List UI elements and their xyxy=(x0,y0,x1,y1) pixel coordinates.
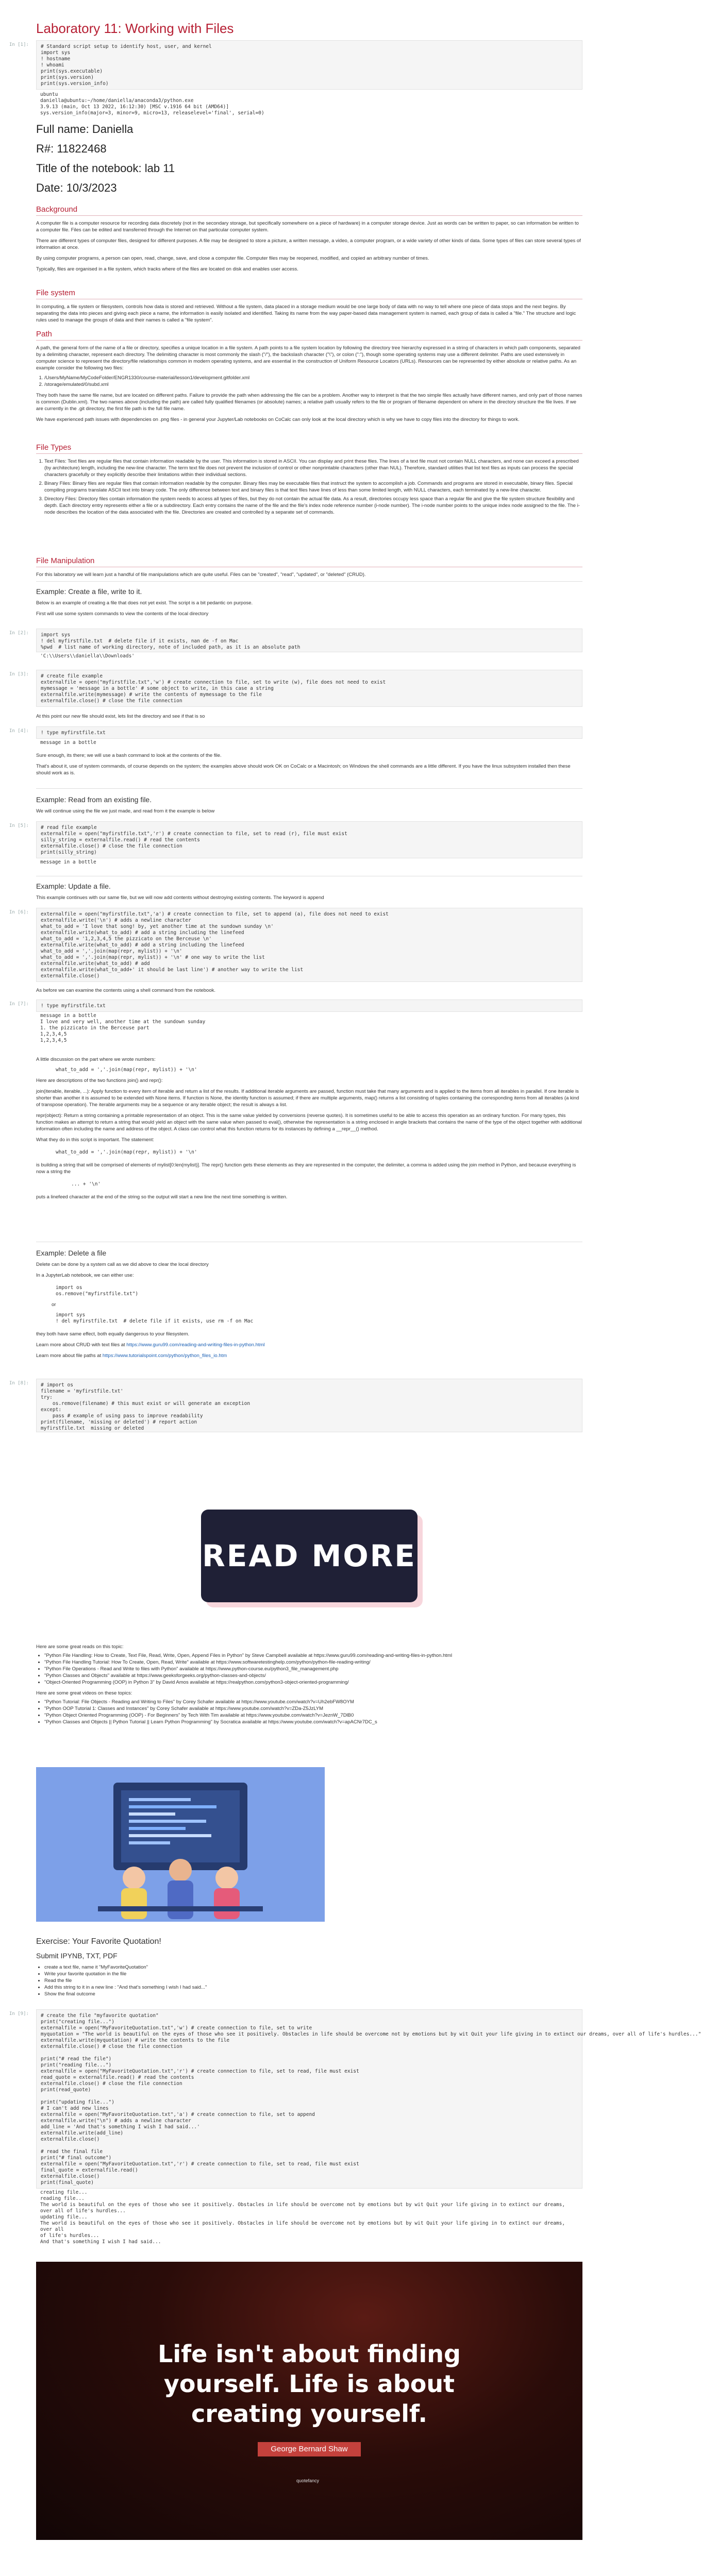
delete-p3: they both have same effect, both equally dangerous to your filesystem. xyxy=(36,1331,190,1337)
list-item[interactable]: • "Python File Operations - Read and Write to files with Python" available at https://www.python-course.eu/python3_file_management.php xyxy=(44,1666,582,1672)
quote-text xyxy=(36,2339,582,2429)
coding-illustration xyxy=(36,1767,325,1922)
cell-prompt: In [2]: xyxy=(9,631,29,636)
create-code1[interactable]: import sys ! del myfirstfile.txt # delete file if it exists, nan de -f on Mac %pwd # list name of working directory, note of included path, as it is an absolute path xyxy=(36,629,582,652)
delete-snippet1: import os os.remove("myfirstfile.txt") xyxy=(56,1285,139,1297)
cell-prompt: In [4]: xyxy=(9,728,29,734)
create-code2[interactable]: # create file example externalfile = open("myfirstfile.txt",'w') # create connection to file, set to write (w), file does not need to exist mymessage = 'message in a bottle' # some object to write, in this case a string externalfile.write(mymessage) # write the contents of mymessage to the file externalfile.close() # close the file connection xyxy=(36,670,582,707)
filesystem-p1: In computing, a file system or filesystem, controls how data is stored and retrieved. Without a file system, data placed in a storage medium would be one large body of data with no way to tell where one piece of data stops and the next begins. By separating the data into pieces and giving each piece a name, the information is easily isolated and identified. Taking its name from the way paper-based data management system is named, each group of data is called a "file." The structure and logic rules used to manage the groups of data and their names is called a "file system". xyxy=(36,304,576,323)
cell-prompt: In [9]: xyxy=(9,2011,29,2016)
filetypes-section xyxy=(36,443,582,516)
cell-prompt: In [3]: xyxy=(9,672,29,677)
update-p6: repr(object): Return a string containing a printable representation of an object. This is the same value yielded by conversions (reverse quotes). It is sometimes useful to be able to access this operation as an ordinary function. For many types, this function makes an attempt to return a string that would yield an object with the same value when passed to eval(), otherwise the representation is a string enclosed in angle brackets that contains the name of the type of the object together with additional information often including the name and address of the object. A class can control what this function returns for its instances by defining a __repr__() method. xyxy=(36,1113,582,1132)
delete-p1: Delete can be done by a system call as we did above to clear the local directory xyxy=(36,1262,209,1267)
background-p4: Typically, files are organised in a file system, which tracks where of the files are located on disk and enables user access. xyxy=(36,266,298,272)
list-item: 1. /Users/MyName/MyCodeFolder/ENGR1330/course-material/lesson1/development.gitfolder.xml xyxy=(44,375,582,381)
setup-output-text: ubuntu daniella@ubuntu:~/home/daniella/anaconda3/python.exe 3.9.13 (main, Oct 13 2022, 16:12:30) [MSC v.1916 64 bit (AMD64)] sys.version_info(major=3, minor=9, micro=13, releaselevel='final', serial=0) xyxy=(40,92,264,116)
reads-list xyxy=(36,1652,582,1686)
background-heading: Background xyxy=(36,205,582,216)
update-code1[interactable]: externalfile = open("myfirstfile.txt",'a') # create connection to file, set to append (a), file does not need to exist externalfile.write('\n') # adds a newline character what_to_add = 'I love that song! by, yet another time at the sundown sunday \n' externalfile.write(what_to_add) # add a string including the linefeed what_to_add = '1,2,3,4,5 the pizzicato on the Berceuse \n' externalfile.write(what_to_add) # add a string including the linefeed what_to_add = ','.join(map(repr, mylist)) + '\n' what_to_add = ','.join(map(repr, mylist)) + '\n' # one way to write the list externalfile.write(what_to_add) # add externalfile.write(what_to_add+' it should be last line') # another way to write the list externalfile.close() xyxy=(36,908,582,982)
info-block xyxy=(36,123,582,195)
full-name: Full name: Daniella xyxy=(36,123,133,135)
read-more-label: READ MORE xyxy=(202,1538,416,1573)
create-heading: Example: Create a file, write to it. xyxy=(36,587,142,596)
read-heading: Example: Read from an existing file. xyxy=(36,795,152,804)
reads-intro: Here are some great reads on this topic: xyxy=(36,1644,124,1650)
list-item: 1. Text Files: Text files are regular files that contain information readable by the user. This information is stored in ASCII. You can display and print these files. The lines of a text file must not contain NULL characters, and none can exceed a prescribed (by architecture) length, including the new-line character. The term text file does not prevent the inclusion of control or other nonprintable characters (other than NUL). Therefore, standard utilities that list text files as inputs can process the special characters gracefully or they explicitly describe their limitations within their individual sections. xyxy=(44,458,582,478)
update-p5: join(iterable, iterable, ...): Apply function to every item of iterable and return a list of the results. If additional iterable arguments are passed, function must take that many arguments and is applied to the items from all iterables in parallel. If one iterable is shorter than another it is assumed to be extended with None items. If function is None, the identity function is assumed; if there are multiple arguments, map() returns a list consisting of tuples containing the corresponding items from all iterables (a kind of transpose operation). The iterable arguments may be a sequence or any iterable object; the result is always a list. xyxy=(36,1089,579,1108)
videos-list xyxy=(36,1699,582,1725)
quote-brand: quotefancy xyxy=(296,2478,320,2483)
update-snippet1: what_to_add = ','.join(map(repr, mylist)) + '\n' xyxy=(56,1067,197,1073)
create-code2-cell[interactable] xyxy=(9,670,582,707)
delete-section xyxy=(36,1249,582,1359)
path-p1: A path, the general form of the name of a file or directory, specifies a unique location in a file system. A path points to a file system location by following the directory tree hierarchy expressed in a string of characters in which path components, separated by a delimiting character, represent each directory. The delimiting character is most commonly the slash ("/"), the backslash character ("\"), or colon (":"), though some operating systems may use a different delimiter. Paths are used extensively in computer science to represent the directory/file relationships common in modern operating systems, and are essential in the construction of Uniform Resource Locators (URLs). Resources can be represented by either absolute or relative paths. As an example consider the following two files: xyxy=(36,345,580,371)
create-code3-cell[interactable] xyxy=(9,726,582,747)
exercise-code1-cell[interactable] xyxy=(9,2009,701,2246)
cell-prompt: In [1]: xyxy=(9,42,29,47)
setup-code[interactable]: # Standard script setup to identify host, user, and kernel import sys ! hostname ! whoami print(sys.executable) print(sys.version) print(sys.version_info) xyxy=(36,40,582,90)
exercise-subheading: Submit IPYNB, TXT, PDF xyxy=(36,1952,118,1960)
delete-heading: Example: Delete a file xyxy=(36,1249,107,1257)
exercise-out1: creating file... reading file... The world is beautiful on the eyes of those who see it positively. Obstacles in life should be overcome not by emotions but by wit Quit your life giving in to extinct our dreams, over all of life's hurdles... updating file... The world is beautiful on the eyes of those who see it positively. Obstacles in life should be overcome not by emotions but by wit Quit your life giving in to extinct our dreams, over all of life's hurdles... And that's something I wish I had said... xyxy=(40,2190,565,2245)
list-item: • create a text file, name it "MyFavoriteQuotation" xyxy=(44,1964,582,1971)
read-code1-cell[interactable] xyxy=(9,821,582,867)
update-p8: is building a string that will be comprised of elements of mylist[0:len(mylist)]. The repr() function gets these elements as they are represented in the computer, the delimiter, a comma is added using the join method in Python, and because everything is now a string the xyxy=(36,1162,576,1175)
delete-p5-prefix: Learn more about file paths at xyxy=(36,1353,103,1359)
crud-link[interactable]: https://www.guru99.com/reading-and-writing-files-in-python.html xyxy=(126,1342,265,1348)
create-out3: message in a bottle xyxy=(40,740,96,745)
page-title: Laboratory 11: Working with Files xyxy=(36,21,234,36)
setup-output xyxy=(36,91,582,117)
list-item[interactable]: • "Python Tutorial: File Objects - Reading and Writing to Files" by Corey Schafer available at https://www.youtube.com/watch?v=Uh2ebFW8OYM xyxy=(44,1699,582,1705)
update-heading: Example: Update a file. xyxy=(36,882,111,890)
cell-prompt: In [5]: xyxy=(9,823,29,828)
update-p3: A little discussion on the part where we wrote numbers: xyxy=(36,1057,156,1062)
update-snippet3: ... + '\n' xyxy=(71,1181,101,1187)
divider xyxy=(36,581,582,582)
filesystem-section xyxy=(36,289,582,324)
update-section xyxy=(36,882,582,901)
read-p1: We will continue using the file we just made, and read from it the example is below xyxy=(36,808,215,814)
notebook-title: Title of the notebook: lab 11 xyxy=(36,162,175,175)
create-p3: At this point our new file should exist, lets list the directory and see if that is so xyxy=(36,714,205,719)
filepaths-link[interactable]: https://www.tutorialspoint.com/python/python_files_io.htm xyxy=(102,1353,227,1359)
update-code1-cell[interactable] xyxy=(9,908,582,982)
update-p9: puts a linefeed character at the end of the string so the output will start a new line the next time something is written. xyxy=(36,1194,288,1200)
update-p4: Here are descriptions of the two functions join() and repr(): xyxy=(36,1078,163,1083)
list-item[interactable]: • "Python Classes and Objects || Python Tutorial || Learn Python Programming" by Socratica available at https://www.youtube.com/watch?v=apACNr7DC_s xyxy=(44,1719,582,1725)
manipulation-p1: For this laboratory we will learn just a handful of file manipulations which are quite useful. Files can be "created", "read", "updated", or "deleted" (CRUD). xyxy=(36,572,366,578)
path-p2: They both have the same file name, but are located on different paths. Failure to provide the path when addressing the file can be a problem. Another way to interpret is that the two simple files actually have different names, and only part of those names is common (Dublin.xml). The two names above (including the path) are called fully qualified filenames (or absolute) names; a relative path usually refers to the file or program of filename dependent on where in the directory structure the file lives. If we are currently in the .git directory, the first file path is the full file name. xyxy=(36,393,582,412)
cell-prompt: In [7]: xyxy=(9,1002,29,1007)
delete-p4 xyxy=(36,1342,582,1348)
list-item[interactable]: • "Python Classes and Objects" available at https://www.geeksforgeeks.org/python-classes-and-objects/ xyxy=(44,1672,582,1679)
create-code3[interactable]: ! type myfirstfile.txt xyxy=(36,726,582,739)
update-snippet2: what_to_add = ','.join(map(repr, mylist)) + '\n' xyxy=(56,1149,197,1155)
background-p2: There are different types of computer files, designed for different purposes. A file may be designed to store a picture, a written message, a video, a computer program, or a wide variety of other kinds of data. Some types of files can store several types of information at once. xyxy=(36,238,581,250)
list-item[interactable]: • "Python File Handling Tutorial: How To Create, Open, Read, Write" available at https://www.softwaretestinghelp.com/python/python-file-reading-writing/ xyxy=(44,1659,582,1666)
delete-p2: In a JupyterLab notebook, we can either use: xyxy=(36,1273,134,1278)
quote-image xyxy=(36,2262,582,2540)
exercise-code1[interactable]: # create the file "myfavorite quotation" print("creating file...") externalfile = open("MyFavoriteQuotation.txt",'w') # create connection to file, set to write myquotation = "The world is beautiful on the eyes of those who see it positively. Obstacles in life should be overcome not by emotions but by wit Quit your life giving in to extinct our dreams, over all of life's hurdles..." externalfile.write(myquotation) # write the contents to the file externalfile.close() # close the file connection print("# read the file") print("reading file...") externalfile = open("MyFavoriteQuotation.txt",'r') # create connection to file, set to read, file must exist read_quote = externalfile.read() # read the contents externalfile.close() # close the file connection print(read_quote) print("updating file...") # I can't add new lines externalfile = open("MyFavoriteQuotation.txt",'a') # create connection to file, set to append externalfile.write("\n") # adds a newline character add_line = 'And that's something I wish I had said...' externalfile.write(add_line) externalfile.close() # read the final file print("# final outcome") externalfile = open("MyFavoriteQuotation.txt",'r') # create connection to file, set to read, file must exist final_quote = externalfile.read() externalfile.close() print(final_quote) xyxy=(36,2009,582,2189)
list-item[interactable]: • "Object-Oriented Programming (OOP) in Python 3" by David Amos available at https://realpython.com/python3-object-oriented-programming/ xyxy=(44,1679,582,1686)
create-text3 xyxy=(36,752,582,776)
update-discussion xyxy=(36,1056,582,1200)
list-item: • Add this string to it in a new line : "And that's something I wish I had said..." xyxy=(44,1984,582,1991)
create-p5: That's about it, use of system commands, of course depends on the system; the examples above should work OK on CoCalc or a Macintosh; on Windows the shell commands are a little different. If you have the linux subsystem installed then these should work as is. xyxy=(36,764,571,776)
delete-p4-prefix: Learn more about CRUD with text files at xyxy=(36,1342,127,1348)
exercise-section xyxy=(36,1937,582,1997)
quote-line-3: creating yourself. xyxy=(191,2400,427,2428)
create-code1-cell[interactable] xyxy=(9,629,582,660)
read-code1[interactable]: # read file example externalfile = open("myfirstfile.txt",'r') # create connection to file, set to read (r), file must exist silly_string = externalfile.read() # read the contents externalfile.close() # close the file connection print(silly_string) xyxy=(36,821,582,858)
background-section xyxy=(36,205,582,273)
list-item: 3. Directory Files: Directory files contain information the system needs to access all types of files, but they do not contain the actual file data. As a result, directories occupy less space than a regular file and give the file system structure flexibility and depth. Each directory entry represents either a file or a subdirectory. Each entry contains the name of the file and the file's index node reference number (i-node number). The i-node number points to the unique index node assigned to the file. The i-node describes the location of the data associated with the file. Directories are created and controlled by a separate set of commands. xyxy=(44,496,582,516)
create-p2: First will use some system commands to view the contents of the local directory xyxy=(36,611,209,617)
quote-author: George Bernard Shaw xyxy=(258,2442,361,2456)
path-examples xyxy=(36,375,582,388)
update-p1: This example continues with our same file, but we will now add contents without destroying existing contents. The keyword is append xyxy=(36,895,324,901)
title-cell xyxy=(36,21,582,37)
create-section xyxy=(36,587,582,617)
read-section xyxy=(36,795,582,815)
resources-section xyxy=(36,1643,582,1725)
read-out1: message in a bottle xyxy=(40,859,96,865)
filesystem-heading: File system xyxy=(36,289,582,299)
background-p3: By using computer programs, a person can open, read, change, save, and close a computer file. Computer files may be reopened, modified, and copied an arbitrary number of times. xyxy=(36,256,429,261)
list-item: 2. /storage/emulated/0/subd.xml xyxy=(44,381,582,388)
quote-line-2: yourself. Life is about xyxy=(163,2370,455,2398)
update-p7: What they do in this script is important. The statement: xyxy=(36,1137,154,1143)
create-text2 xyxy=(36,713,582,720)
path-p3: We have experienced path issues with dependencies on .png files - in general your Jupyter/Lab notebooks on CoCalc can only look at the local directory which is why we have to copy files into the directory for things to work. xyxy=(36,417,520,422)
update-code2[interactable]: ! type myfirstfile.txt xyxy=(36,999,582,1012)
rid: R#: 11822468 xyxy=(36,142,107,155)
path-heading: Path xyxy=(36,330,582,341)
list-item: • Show the final outcome xyxy=(44,1991,582,1997)
cell-prompt: In [8]: xyxy=(9,1381,29,1386)
delete-snippet2: import sys ! del myfirstfile.txt # delete file if it exists, use rm -f on Mac xyxy=(56,1312,254,1324)
list-item[interactable]: • "Python Object Oriented Programming (OOP) - For Beginners" by Tech With Tim available at https://www.youtube.com/watch?v=JeznW_7DlB0 xyxy=(44,1712,582,1719)
create-p4: Sure enough, its there; we will use a bash command to look at the contents of the file. xyxy=(36,753,222,758)
videos-intro: Here are some great videos on these topics: xyxy=(36,1690,132,1696)
delete-code1-cell[interactable] xyxy=(9,1379,582,1432)
exercise-list xyxy=(36,1964,582,1997)
cell-prompt: In [6]: xyxy=(9,910,29,915)
create-out1: 'C:\\Users\\daniella\\Downloads' xyxy=(40,653,135,659)
create-p1: Below is an example of creating a file that does not yet exist. The script is a bit pedantic on purpose. xyxy=(36,600,253,606)
update-text2 xyxy=(36,987,582,994)
read-more-banner xyxy=(201,1510,418,1602)
filetypes-list xyxy=(36,458,582,516)
date: Date: 10/3/2023 xyxy=(36,181,117,194)
delete-code1[interactable]: # import os filename = 'myfirstfile.txt' try: os.remove(filename) # this must exist or will generate an exception except: pass # example of using pass to improve readability print(filename, 'missing or deleted') # report action myfirstfile.txt missing or deleted xyxy=(36,1379,582,1432)
divider xyxy=(36,788,582,789)
exercise-heading: Exercise: Your Favorite Quotation! xyxy=(36,1937,161,1946)
filetypes-heading: File Types xyxy=(36,443,582,454)
manipulation-heading: File Manipulation xyxy=(36,556,582,567)
path-section xyxy=(36,330,582,423)
delete-p5 xyxy=(36,1352,582,1359)
setup-code-cell[interactable] xyxy=(9,40,582,90)
manipulation-section xyxy=(36,556,582,578)
list-item[interactable]: • "Python File Handling: How to Create, Text File, Read, Write, Open, Append Files in Python" by Steve Campbell available at https://www.guru99.com/reading-and-writing-files-in-python.html xyxy=(44,1652,582,1659)
list-item[interactable]: • "Python OOP Tutorial 1: Classes and Instances" by Corey Schafer available at https://www.youtube.com/watch?v=ZDa-Z5JzLYM xyxy=(44,1705,582,1712)
coders-illustration-icon xyxy=(36,1767,325,1922)
delete-or: or xyxy=(52,1302,56,1308)
update-out2: message in a bottle I love and very well, another time at the sundown sunday 1. the pizzicato in the Berceuse part 1,2,3,4,5 1,2,3,4,5 xyxy=(40,1013,206,1043)
list-item: 2. Binary Files: Binary files are regular files that contain information readable by the computer. Binary files may be executable files that instruct the system to accomplish a job. Commands and programs are stored in executable, binary files. Special compiling programs translate ASCII text into binary code. The only difference between text and binary files is that text files have lines of less than some limited length, with NULL characters, each terminated by a new-line character. xyxy=(44,480,582,494)
background-p1: A computer file is a computer resource for recording data discretely (not in the secondary storage, but specifically somewhere on a piece of hardware) in a computer storage device. Just as words can be written to paper, so can information be written to a computer file. Files can be edited and transferred through the Internet on that particular computer system. xyxy=(36,221,579,233)
update-code2-cell[interactable] xyxy=(9,999,582,1045)
update-p2: As before we can examine the contents using a shell command from the notebook. xyxy=(36,988,216,993)
quote-line-1: Life isn't about finding xyxy=(158,2340,461,2368)
list-item: • Read the file xyxy=(44,1977,582,1984)
list-item: • Write your favorite quotation in the file xyxy=(44,1971,582,1977)
